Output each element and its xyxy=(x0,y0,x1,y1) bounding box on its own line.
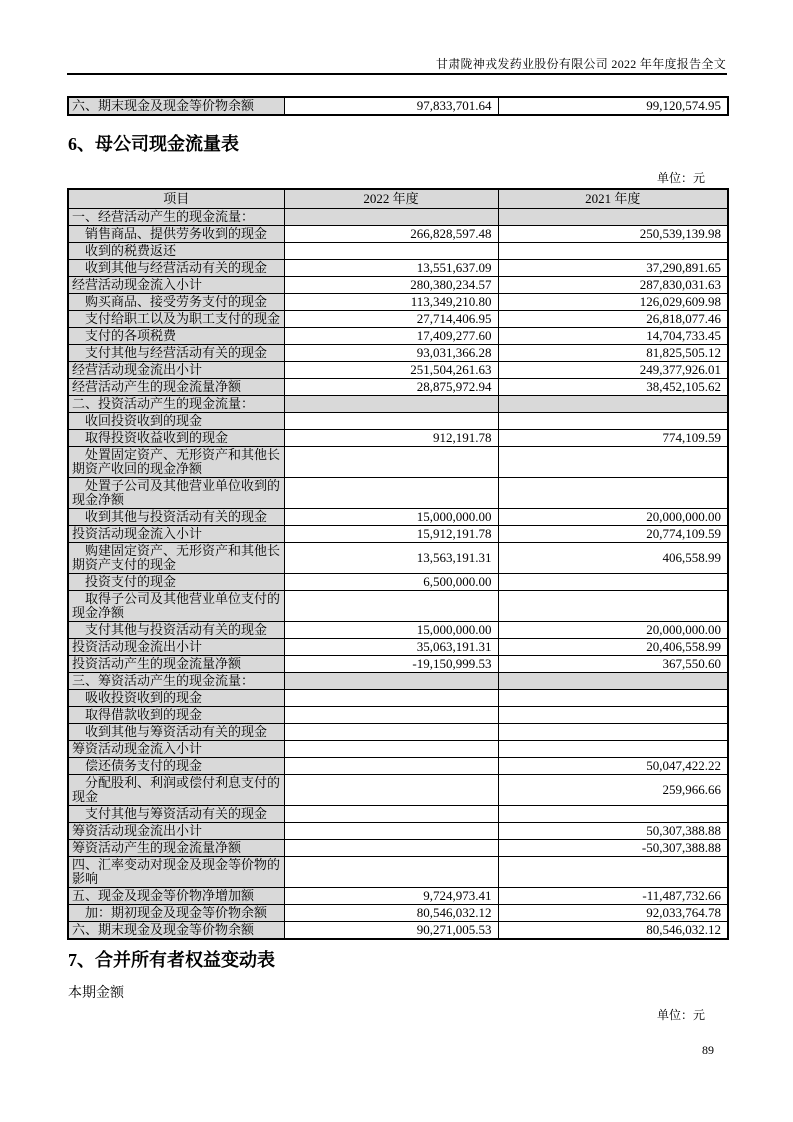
table-row xyxy=(68,690,728,707)
value-2021: 50,047,422.22 xyxy=(498,758,728,775)
value-2021 xyxy=(498,673,728,690)
row-label: 三、筹资活动产生的现金流量： xyxy=(68,673,284,690)
value-2022: 90,271,005.53 xyxy=(284,922,498,940)
row-label: 支付其他与筹资活动有关的现金 xyxy=(68,806,284,823)
row-label: 经营活动现金流入小计 xyxy=(68,277,284,294)
table-row xyxy=(68,526,728,543)
value-2021: 126,029,609.98 xyxy=(498,294,728,311)
value-2022: 15,912,191.78 xyxy=(284,526,498,543)
parent-cashflow-table-body xyxy=(68,209,728,940)
header-rule xyxy=(67,73,727,75)
table-row xyxy=(68,447,728,478)
value-2022 xyxy=(284,478,498,509)
table-row xyxy=(68,328,728,345)
value-2022 xyxy=(284,775,498,806)
value-2022 xyxy=(284,741,498,758)
table-row xyxy=(68,226,728,243)
value-2021: 26,818,077.46 xyxy=(498,311,728,328)
value-2021 xyxy=(498,707,728,724)
row-label: 投资活动现金流入小计 xyxy=(68,526,284,543)
row-label: 收到其他与经营活动有关的现金 xyxy=(68,260,284,277)
value-2022: -19,150,999.53 xyxy=(284,656,498,673)
value-2021: 20,000,000.00 xyxy=(498,509,728,526)
row-label: 六、期末现金及现金等价物余额 xyxy=(68,97,284,115)
value-2021 xyxy=(498,243,728,260)
value-2022 xyxy=(284,673,498,690)
row-label: 支付其他与投资活动有关的现金 xyxy=(68,622,284,639)
parent-cashflow-table xyxy=(67,188,729,940)
value-2021: 20,406,558.99 xyxy=(498,639,728,656)
row-label: 投资支付的现金 xyxy=(68,574,284,591)
value-2022: 35,063,191.31 xyxy=(284,639,498,656)
table-row xyxy=(68,543,728,574)
unit-label-top: 单位：元 xyxy=(656,171,705,185)
row-label: 购建固定资产、无形资产和其他长期资产支付的现金 xyxy=(68,543,284,574)
value-2022 xyxy=(284,413,498,430)
value-2021: 406,558.99 xyxy=(498,543,728,574)
value-2022: 266,828,597.48 xyxy=(284,226,498,243)
row-label: 收到其他与筹资活动有关的现金 xyxy=(68,724,284,741)
table-row xyxy=(68,775,728,806)
table-row xyxy=(68,591,728,622)
table-row xyxy=(68,888,728,905)
row-label: 投资活动产生的现金流量净额 xyxy=(68,656,284,673)
row-label: 经营活动产生的现金流量净额 xyxy=(68,379,284,396)
period-label: 本期金额 xyxy=(68,986,124,1001)
column-header-2022: 2022 年度 xyxy=(284,189,498,209)
section6-title: 6、母公司现金流量表 xyxy=(68,134,239,154)
value-2022 xyxy=(284,396,498,413)
table-row xyxy=(68,656,728,673)
value-2021: 259,966.66 xyxy=(498,775,728,806)
value-2021 xyxy=(498,591,728,622)
value-2021: 249,377,926.01 xyxy=(498,362,728,379)
value-2021: -50,307,388.88 xyxy=(498,840,728,857)
table-row xyxy=(68,413,728,430)
table-row xyxy=(68,823,728,840)
unit-label-bottom: 单位：元 xyxy=(656,1008,705,1022)
value-2021: 774,109.59 xyxy=(498,430,728,447)
value-2022: 17,409,277.60 xyxy=(284,328,498,345)
table-row xyxy=(68,707,728,724)
value-2021: 92,033,764.78 xyxy=(498,905,728,922)
row-label: 四、汇率变动对现金及现金等价物的影响 xyxy=(68,857,284,888)
row-label: 处置固定资产、无形资产和其他长期资产收回的现金净额 xyxy=(68,447,284,478)
value-2022: 6,500,000.00 xyxy=(284,574,498,591)
row-label: 取得借款收到的现金 xyxy=(68,707,284,724)
value-2022: 28,875,972.94 xyxy=(284,379,498,396)
page-number: 89 xyxy=(702,1043,714,1057)
row-label: 收到其他与投资活动有关的现金 xyxy=(68,509,284,526)
row-label: 偿还债务支付的现金 xyxy=(68,758,284,775)
table-row xyxy=(68,430,728,447)
row-label: 支付的各项税费 xyxy=(68,328,284,345)
table-row xyxy=(68,574,728,591)
table-row xyxy=(68,806,728,823)
row-label: 二、投资活动产生的现金流量： xyxy=(68,396,284,413)
value-2022: 15,000,000.00 xyxy=(284,509,498,526)
table-row xyxy=(68,758,728,775)
column-header-2021: 2021 年度 xyxy=(498,189,728,209)
value-2022 xyxy=(284,758,498,775)
value-2021: 81,825,505.12 xyxy=(498,345,728,362)
value-2021: 80,546,032.12 xyxy=(498,922,728,940)
column-header-item: 项目 xyxy=(68,189,284,209)
table-row xyxy=(68,741,728,758)
value-2022 xyxy=(284,243,498,260)
row-label: 分配股利、利润或偿付利息支付的现金 xyxy=(68,775,284,806)
page-header-text: 甘肃陇神戎发药业股份有限公司 2022 年年度报告全文 xyxy=(435,57,726,71)
row-label: 取得投资收益收到的现金 xyxy=(68,430,284,447)
value-2022: 13,551,637.09 xyxy=(284,260,498,277)
value-2021: -11,487,732.66 xyxy=(498,888,728,905)
table-row xyxy=(68,260,728,277)
row-label: 支付给职工以及为职工支付的现金 xyxy=(68,311,284,328)
table-row xyxy=(68,857,728,888)
value-2021 xyxy=(498,724,728,741)
row-label: 支付其他与经营活动有关的现金 xyxy=(68,345,284,362)
value-2021: 37,290,891.65 xyxy=(498,260,728,277)
row-label: 处置子公司及其他营业单位收到的现金净额 xyxy=(68,478,284,509)
previous-cashflow-table-tail xyxy=(67,96,729,116)
value-2022: 13,563,191.31 xyxy=(284,543,498,574)
value-2022 xyxy=(284,209,498,226)
table-row xyxy=(68,905,728,922)
value-2022: 280,380,234.57 xyxy=(284,277,498,294)
value-2021 xyxy=(498,857,728,888)
table-row xyxy=(68,294,728,311)
value-2021: 14,704,733.45 xyxy=(498,328,728,345)
table-row xyxy=(68,396,728,413)
table-row xyxy=(68,840,728,857)
value-2021 xyxy=(498,209,728,226)
table-row xyxy=(68,243,728,260)
value-2022: 15,000,000.00 xyxy=(284,622,498,639)
value-2021: 38,452,105.62 xyxy=(498,379,728,396)
value-2022 xyxy=(284,806,498,823)
table-row xyxy=(68,922,728,940)
table-row xyxy=(68,478,728,509)
row-label: 五、现金及现金等价物净增加额 xyxy=(68,888,284,905)
value-2022: 251,504,261.63 xyxy=(284,362,498,379)
value-2021: 367,550.60 xyxy=(498,656,728,673)
row-label: 吸收投资收到的现金 xyxy=(68,690,284,707)
value-2022 xyxy=(284,447,498,478)
table-row xyxy=(68,509,728,526)
value-2021 xyxy=(498,478,728,509)
value-2021 xyxy=(498,690,728,707)
value-2021 xyxy=(498,413,728,430)
value-2022 xyxy=(284,724,498,741)
value-2022 xyxy=(284,690,498,707)
value-2021 xyxy=(498,574,728,591)
value-2022 xyxy=(284,823,498,840)
row-label: 销售商品、提供劳务收到的现金 xyxy=(68,226,284,243)
row-label: 经营活动现金流出小计 xyxy=(68,362,284,379)
value-2021 xyxy=(498,806,728,823)
value-2022: 27,714,406.95 xyxy=(284,311,498,328)
value-2022 xyxy=(284,857,498,888)
table-row xyxy=(68,277,728,294)
table-row xyxy=(68,673,728,690)
table-row xyxy=(68,97,728,115)
value-2021: 20,774,109.59 xyxy=(498,526,728,543)
row-label: 加：期初现金及现金等价物余额 xyxy=(68,905,284,922)
table-row xyxy=(68,622,728,639)
row-label: 投资活动现金流出小计 xyxy=(68,639,284,656)
table-row xyxy=(68,362,728,379)
row-label: 购买商品、接受劳务支付的现金 xyxy=(68,294,284,311)
table-row xyxy=(68,379,728,396)
value-2022: 97,833,701.64 xyxy=(284,97,498,115)
value-2022: 113,349,210.80 xyxy=(284,294,498,311)
value-2021: 20,000,000.00 xyxy=(498,622,728,639)
row-label: 收到的税费返还 xyxy=(68,243,284,260)
value-2021: 50,307,388.88 xyxy=(498,823,728,840)
value-2022 xyxy=(284,840,498,857)
table-header-row xyxy=(68,189,728,209)
value-2021 xyxy=(498,741,728,758)
value-2021 xyxy=(498,447,728,478)
row-label: 筹资活动现金流出小计 xyxy=(68,823,284,840)
row-label: 筹资活动产生的现金流量净额 xyxy=(68,840,284,857)
value-2022: 93,031,366.28 xyxy=(284,345,498,362)
value-2021 xyxy=(498,396,728,413)
table-row xyxy=(68,311,728,328)
value-2022: 9,724,973.41 xyxy=(284,888,498,905)
row-label: 收回投资收到的现金 xyxy=(68,413,284,430)
row-label: 取得子公司及其他营业单位支付的现金净额 xyxy=(68,591,284,622)
row-label: 一、经营活动产生的现金流量： xyxy=(68,209,284,226)
value-2022: 80,546,032.12 xyxy=(284,905,498,922)
row-label: 六、期末现金及现金等价物余额 xyxy=(68,922,284,940)
table-row xyxy=(68,345,728,362)
table-row xyxy=(68,209,728,226)
value-2022 xyxy=(284,707,498,724)
value-2021: 250,539,139.98 xyxy=(498,226,728,243)
value-2022: 912,191.78 xyxy=(284,430,498,447)
value-2022 xyxy=(284,591,498,622)
value-2021: 287,830,031.63 xyxy=(498,277,728,294)
row-label: 筹资活动现金流入小计 xyxy=(68,741,284,758)
value-2021: 99,120,574.95 xyxy=(498,97,728,115)
section7-title: 7、合并所有者权益变动表 xyxy=(68,950,275,970)
table-row xyxy=(68,639,728,656)
table-row xyxy=(68,724,728,741)
